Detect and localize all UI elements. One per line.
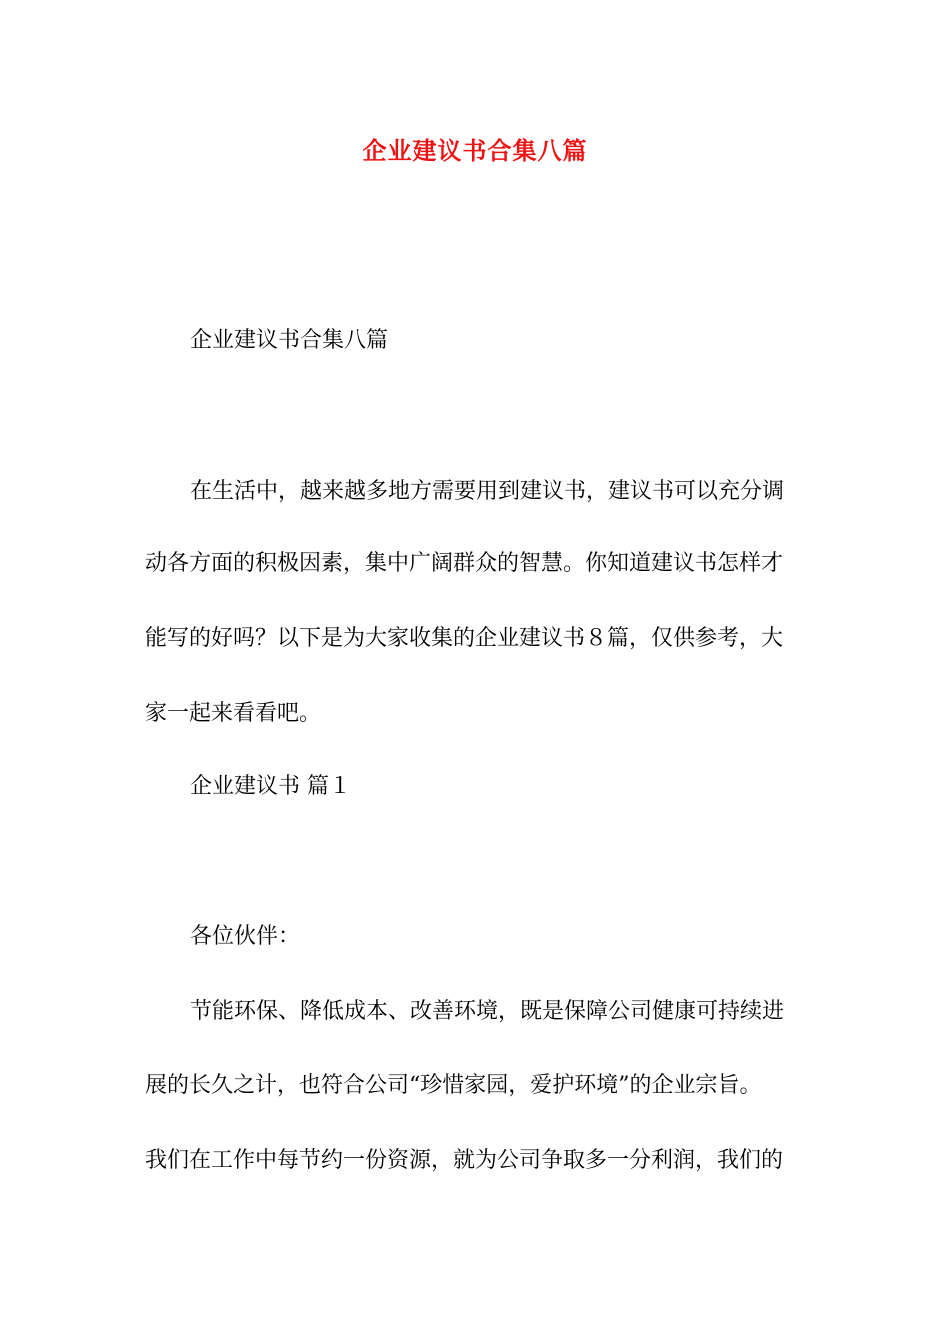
intro-line: 家一起来看看吧。 [145, 701, 322, 726]
body-line: 节能环保、降低成本、改善环境，既是保障公司健康可持续进 [190, 999, 785, 1024]
body-line: 展的长久之计，也符合公司“珍惜家园，爱护环境”的企业宗旨。 [145, 1073, 762, 1098]
document-title: 企业建议书合集八篇 [362, 136, 588, 165]
salutation: 各位伙伴： [190, 924, 301, 949]
intro-line: 动各方面的积极因素，集中广阔群众的智慧。你知道建议书怎样才 [145, 551, 784, 576]
document-subtitle: 企业建议书合集八篇 [190, 328, 389, 353]
intro-line: 能写的好吗？以下是为大家收集的企业建议书８篇，仅供参考，大 [145, 626, 784, 651]
intro-line: 在生活中，越来越多地方需要用到建议书，建议书可以充分调 [190, 479, 785, 504]
section-heading: 企业建议书 篇１ [190, 774, 351, 799]
body-line: 我们在工作中每节约一份资源，就为公司争取多一分利润，我们的 [145, 1148, 784, 1173]
